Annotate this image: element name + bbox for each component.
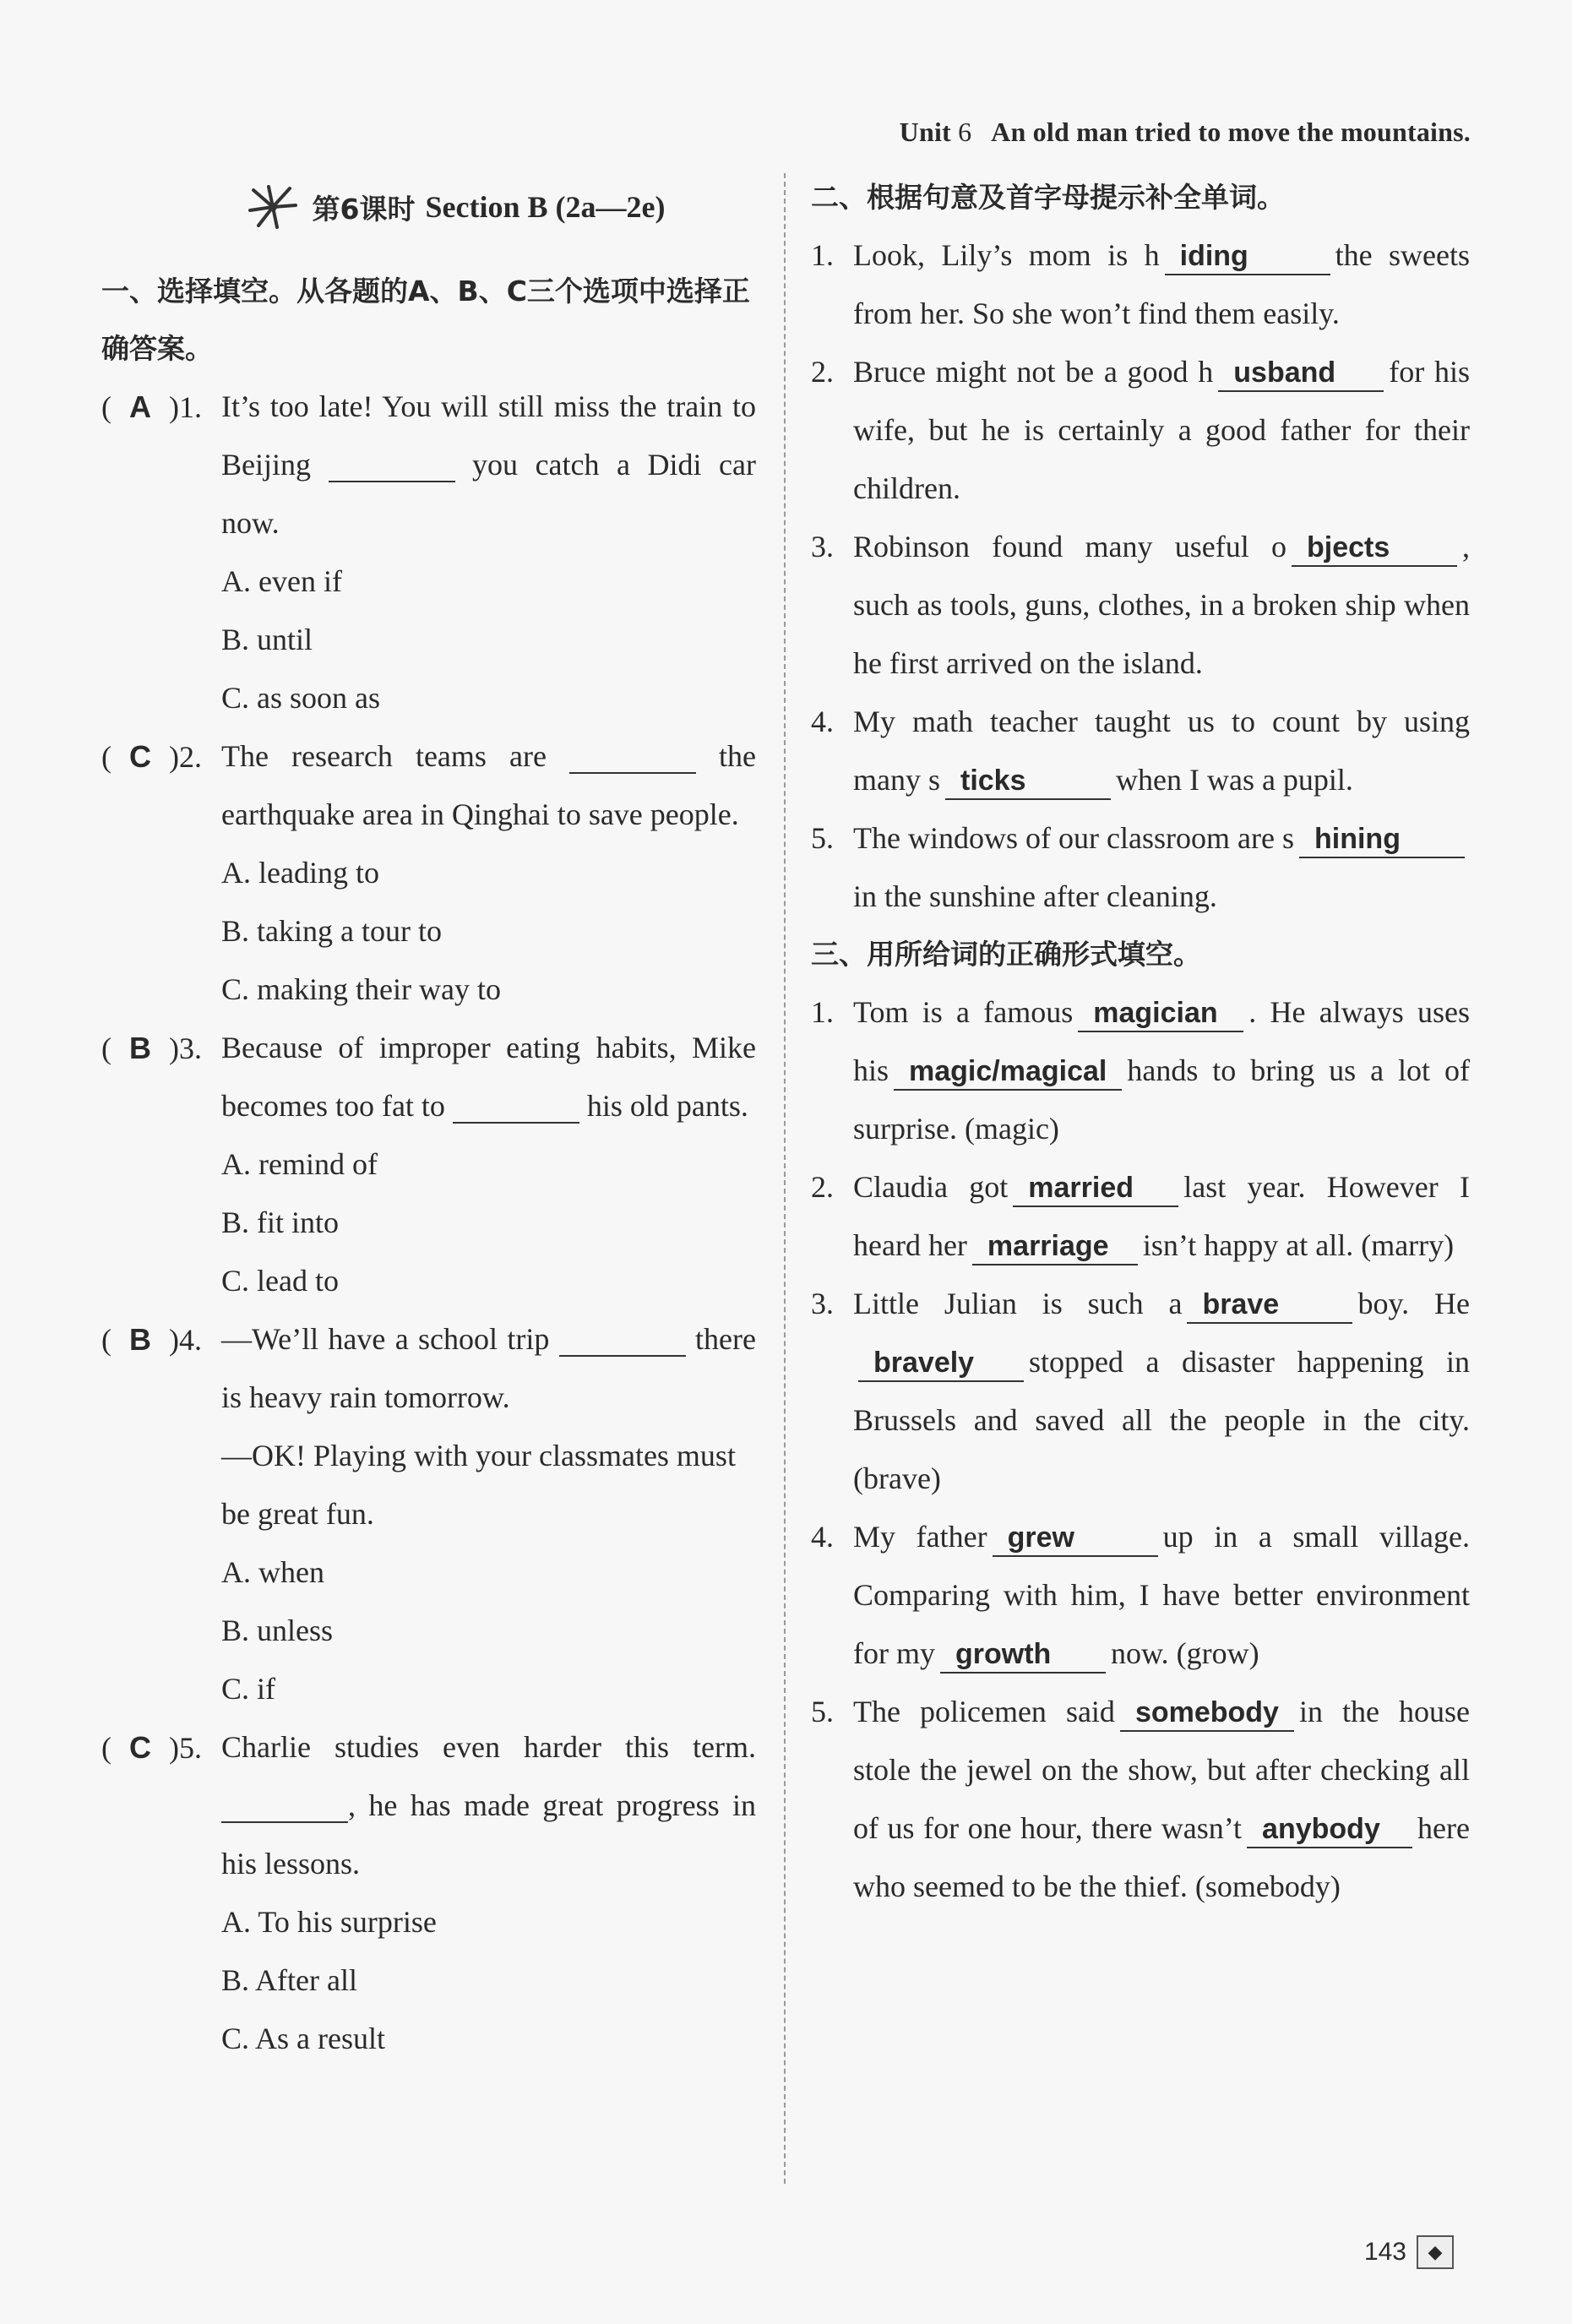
question-text — [853, 343, 1470, 518]
question-segment-1: My father — [853, 1520, 987, 1554]
word-form-question — [811, 1683, 1470, 1916]
word-form-question — [811, 1158, 1470, 1275]
question-stem-before: Charlie studies even harder this term. — [221, 1730, 756, 1764]
answer-blank — [453, 1091, 579, 1124]
filled-answer-2: magic/magical — [894, 1053, 1122, 1091]
mc-question — [101, 1718, 756, 2068]
part2-question-list — [811, 226, 1470, 926]
answer-paren: ( A )1. — [101, 378, 221, 552]
answer-letter: B — [129, 1031, 151, 1065]
question-stem-before: Because of improper eating habits, Mike becomes too fat to — [221, 1031, 756, 1123]
question-number: 1. — [811, 238, 834, 272]
question-segment-2: last year. However I heard her — [853, 1170, 1470, 1262]
answer-paren: ( C )2. — [101, 727, 221, 844]
filled-answer: ticks — [945, 763, 1111, 800]
question-text — [853, 1275, 1470, 1508]
filled-answer-1: somebody — [1120, 1695, 1294, 1732]
answer-option: A. when — [221, 1555, 324, 1589]
question-segment-3: now. (grow) — [1110, 1636, 1259, 1670]
answer-letter: A — [129, 389, 151, 424]
question-segment-3: isn’t happy at all. (marry) — [1142, 1228, 1455, 1262]
filled-answer-1: grew — [993, 1520, 1158, 1557]
answer-paren: ( B )3. — [101, 1019, 221, 1135]
answer-option: A. leading to — [221, 856, 379, 890]
filled-answer-2: bravely — [858, 1345, 1024, 1382]
question-text — [853, 226, 1470, 343]
question-stem-before: The research teams are — [221, 739, 569, 773]
question-text — [853, 1508, 1470, 1683]
answer-option: B. until — [221, 623, 313, 656]
mc-question — [101, 1019, 756, 1310]
mc-question-row — [101, 727, 756, 844]
question-text — [221, 727, 756, 844]
diamond-icon: ◆ — [1417, 2235, 1454, 2269]
page-number: 143 — [1363, 2238, 1406, 2266]
question-number: 2. — [811, 355, 834, 389]
question-text — [853, 1158, 1470, 1275]
answer-blank — [329, 450, 455, 482]
question-number: 2. — [811, 1170, 834, 1204]
question-segment-2: . He always uses his — [853, 995, 1470, 1087]
filled-answer: iding — [1165, 238, 1330, 275]
question-number: 1. — [179, 390, 202, 424]
answer-paren: ( C )5. — [101, 1718, 221, 1893]
question-stem-before: My math teacher taught us to count by using many s — [853, 705, 1470, 797]
page-footer — [1364, 2235, 1454, 2269]
completion-question — [811, 809, 1470, 926]
part3-question-list — [811, 983, 1470, 1916]
question-number: 2. — [179, 740, 202, 774]
question-number: 5. — [179, 1731, 202, 1765]
question-stem-after: , such as tools, guns, clothes, in a broken ship when he first arrived on the island. — [853, 530, 1470, 680]
question-text — [853, 693, 1470, 809]
question-number: 5. — [811, 1695, 834, 1728]
question-stem-before: The windows of our classroom are s — [853, 821, 1294, 855]
question-number: 4. — [811, 705, 834, 738]
question-stem-before: Bruce might not be a good h — [853, 355, 1214, 389]
question-stem-before: It’s too late! You will still miss the train to Beijing — [221, 389, 756, 482]
answer-letter: C — [129, 739, 151, 774]
question-text — [853, 983, 1470, 1158]
question-segment-3: hands to bring us a lot of surprise. (magic) — [853, 1053, 1470, 1146]
answer-option: C. lead to — [221, 1264, 339, 1298]
word-form-question — [811, 1275, 1470, 1508]
filled-answer: hining — [1299, 821, 1465, 858]
question-stem-after: in the sunshine after cleaning. — [853, 879, 1217, 913]
answer-paren: ( B )4. — [101, 1310, 221, 1427]
unit-label: Unit — [899, 117, 951, 147]
answer-option: A. even if — [221, 564, 342, 598]
completion-question — [811, 693, 1470, 809]
mc-question — [101, 727, 756, 1019]
column-divider — [784, 173, 786, 2184]
question-segment-1: Claudia got — [853, 1170, 1009, 1204]
question-text — [221, 1718, 756, 1893]
unit-header — [900, 117, 1471, 148]
answer-option: C. as soon as — [221, 681, 380, 715]
question-number: 5. — [811, 821, 834, 855]
answer-letter: C — [129, 1730, 151, 1765]
mc-question-row — [101, 1310, 756, 1427]
word-form-question — [811, 983, 1470, 1158]
flower-icon — [243, 182, 302, 232]
filled-answer-1: brave — [1187, 1287, 1352, 1324]
question-stem-after: when I was a pupil. — [1116, 763, 1353, 797]
answer-option: B. unless — [221, 1614, 334, 1647]
question-stem-after: the earthquake area in Qinghai to save people. — [221, 739, 756, 831]
question-segment-1: The policemen said — [853, 1695, 1115, 1728]
question-number: 3. — [811, 1287, 834, 1320]
question-segment-3: stopped a disaster happening in Brussels and saved all the people in the city. (brave) — [853, 1345, 1470, 1495]
part1-question-list — [101, 378, 756, 2068]
answer-blank — [221, 1791, 348, 1823]
question-number: 4. — [179, 1323, 202, 1357]
filled-answer: bjects — [1292, 530, 1457, 567]
mc-question-row — [101, 1019, 756, 1135]
answer-option: A. remind of — [221, 1147, 378, 1181]
filled-answer-1: married — [1013, 1170, 1178, 1207]
question-stem-before: Robinson found many useful o — [853, 530, 1286, 563]
question-text — [221, 378, 756, 552]
question-text — [221, 1310, 756, 1427]
question-number: 4. — [811, 1520, 834, 1554]
word-form-question — [811, 1508, 1470, 1683]
mc-question — [101, 378, 756, 727]
question-stem-after: for his wife, but he is certainly a good father for their children. — [853, 355, 1470, 505]
question-stem-after: you catch a Didi car now. — [221, 448, 756, 540]
mc-question — [101, 1310, 756, 1718]
question-stem-after: the sweets from her. So she won’t find them easily. — [853, 238, 1470, 330]
completion-question — [811, 518, 1470, 693]
question-text — [853, 518, 1470, 693]
mc-question-row — [101, 1718, 756, 1893]
answer-option: B. After all — [221, 1963, 357, 1997]
question-text — [853, 1683, 1470, 1916]
question-segment-1: Little Julian is such a — [853, 1287, 1183, 1320]
answer-blank — [559, 1325, 686, 1357]
filled-answer-1: magician — [1078, 995, 1243, 1032]
left-column — [101, 182, 756, 2068]
answer-option: C. if — [221, 1672, 276, 1706]
unit-title: An old man tried to move the mountains. — [991, 117, 1471, 147]
mc-question-row — [101, 378, 756, 552]
question-number: 1. — [811, 995, 834, 1029]
question-text — [853, 809, 1470, 926]
unit-number: 6 — [958, 117, 972, 147]
completion-question — [811, 343, 1470, 518]
filled-answer-2: growth — [940, 1636, 1106, 1674]
filled-answer-2: anybody — [1247, 1811, 1412, 1848]
answer-option: A. To his surprise — [221, 1905, 437, 1939]
question-segment-2: in the house stole the jewel on the show, but after checking all of us for one hour, there wasn’t — [853, 1695, 1470, 1845]
question-segment-3: here who seemed to be the thief. (somebody) — [853, 1811, 1470, 1903]
question-stem-after: his old pants. — [579, 1089, 748, 1123]
part2-heading: 二、根据句意及首字母提示补全单词。 — [811, 181, 1285, 214]
question-stem-before: Look, Lily’s mom is h — [853, 238, 1160, 272]
part1-heading: 一、选择填空。从各题的A、B、C三个选项中选择正确答案。 — [101, 275, 750, 365]
question-segment-2: up in a small village. Comparing with him, I have better environment for my — [853, 1520, 1471, 1670]
question-stem-after: , he has made great progress in his lessons. — [221, 1788, 756, 1880]
lesson-title — [152, 182, 756, 232]
answer-letter: B — [129, 1322, 151, 1357]
answer-option: B. taking a tour to — [221, 914, 442, 948]
answer-blank — [569, 742, 696, 774]
question-stem-after: there is heavy rain tomorrow. — [221, 1322, 756, 1414]
answer-option: B. fit into — [221, 1206, 340, 1239]
question-number: 3. — [811, 530, 834, 563]
question-text — [221, 1019, 756, 1135]
question-segment-1: Tom is a famous — [853, 995, 1074, 1029]
dialogue-reply: —OK! Playing with your classmates must be great fun. — [221, 1439, 736, 1531]
question-number: 3. — [179, 1031, 202, 1065]
lesson-number: 第6课时 — [312, 192, 416, 226]
question-segment-2: boy. He — [1357, 1287, 1471, 1320]
completion-question — [811, 226, 1470, 343]
right-column — [811, 169, 1470, 1916]
answer-option: C. making their way to — [221, 972, 501, 1006]
question-stem-before: —We’ll have a school trip — [221, 1322, 559, 1356]
part3-heading: 三、用所给词的正确形式填空。 — [811, 938, 1201, 971]
filled-answer-2: marriage — [972, 1228, 1138, 1265]
filled-answer: usband — [1218, 355, 1384, 392]
answer-option: C. As a result — [221, 2022, 385, 2055]
lesson-section: Section B (2a—2e) — [425, 190, 666, 224]
